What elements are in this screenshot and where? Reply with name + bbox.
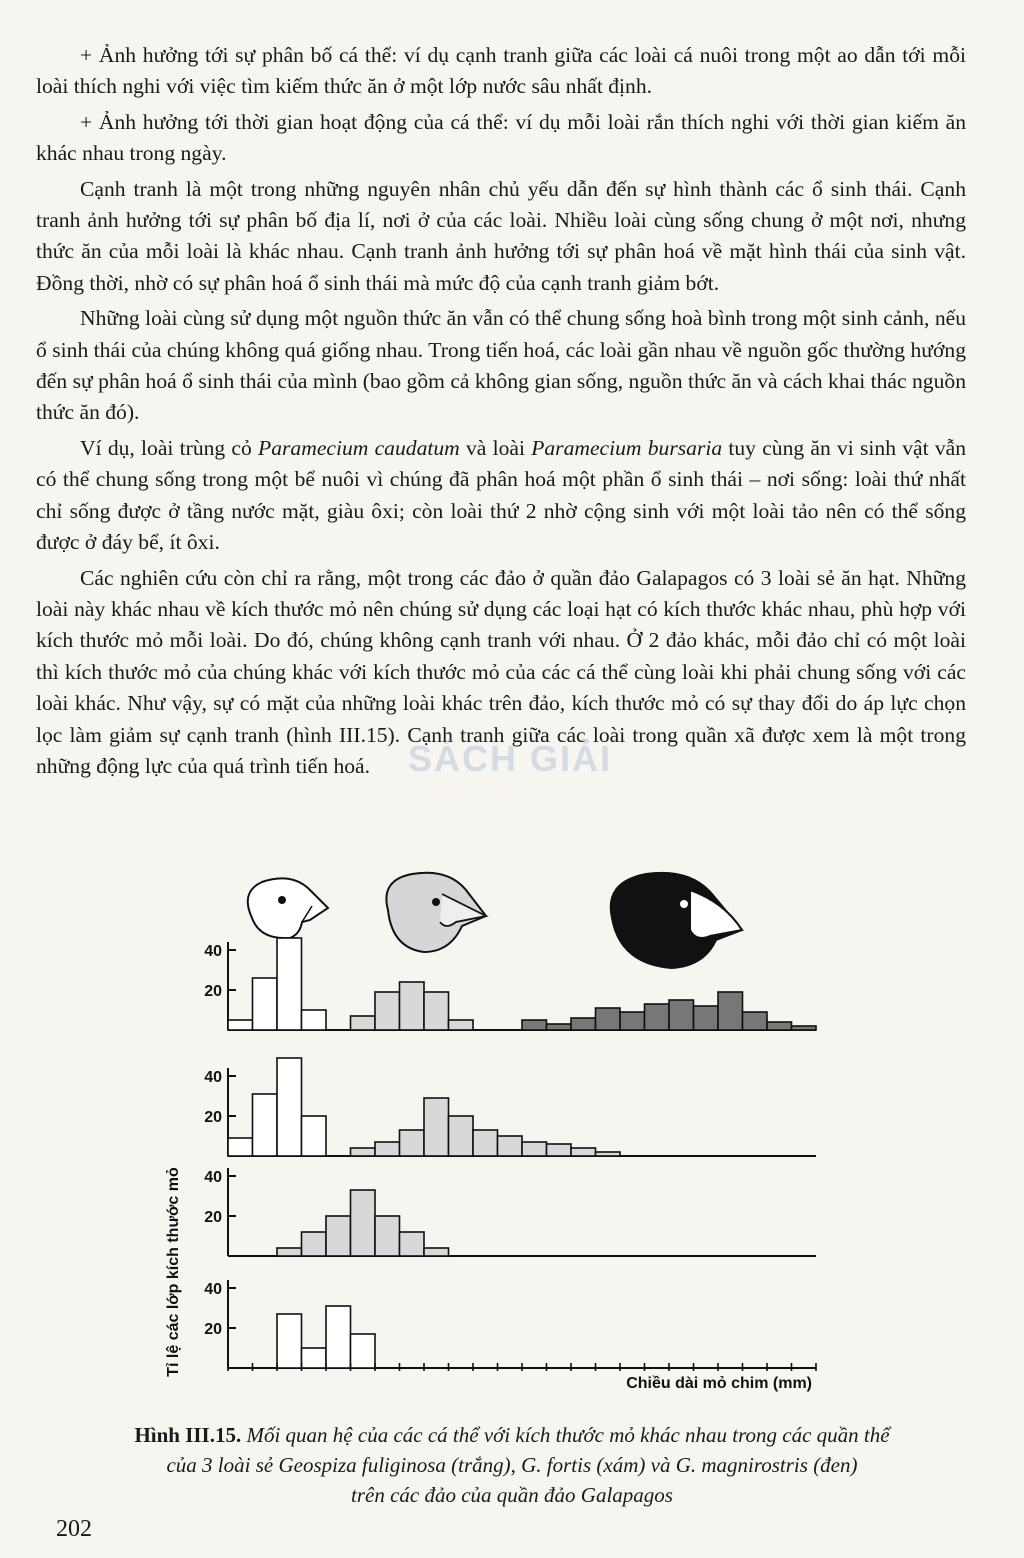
y-axis-label: Tỉ lệ các lớp kích thước mỏ (165, 1167, 182, 1377)
histogram-bar (228, 1020, 253, 1030)
histogram-bar (351, 1016, 376, 1030)
histogram-bar (253, 1094, 278, 1156)
histogram-bar (400, 1130, 425, 1156)
y-tick-label: 40 (204, 1281, 222, 1298)
y-tick-label: 20 (204, 1109, 222, 1126)
histogram-bar (302, 1010, 327, 1030)
y-tick-label: 20 (204, 983, 222, 1000)
histogram-bar (277, 1314, 302, 1368)
finch-head-fuliginosa-icon (248, 878, 328, 938)
watermark: SÁCH GIẢI (408, 738, 613, 779)
histogram-bar (302, 1232, 327, 1256)
histogram-bar (400, 982, 425, 1030)
histogram-bar (400, 1232, 425, 1256)
histogram-bar (571, 1148, 596, 1156)
histogram-bar (792, 1026, 817, 1030)
paragraph-paramecium: Ví dụ, loài trùng cỏ Paramecium caudatum và loài Paramecium bursaria tuy cùng ăn vi sinh vật vẫn có thể chung sống trong một bể nuôi vì chúng đã phân hoá một phần ổ sinh thái – nơi sống: loài thứ nhất chỉ sống được ở tầng nước mặt, giàu ôxi; còn loài thứ 2 nhờ cộng sinh với một loài tảo nên có thể sống được ở đáy bể, ít ôxi. (36, 435, 966, 555)
histogram-bar (449, 1116, 474, 1156)
y-tick-label: 20 (204, 1209, 222, 1226)
histogram-bar (326, 1306, 351, 1368)
histogram-bar (743, 1012, 768, 1030)
histogram-bar (277, 938, 302, 1030)
histogram-bar (547, 1024, 572, 1030)
histogram-bar (620, 1012, 645, 1030)
histogram-bar (424, 992, 449, 1030)
finch-head-magnirostris-icon (611, 873, 742, 968)
histogram-bar (767, 1022, 792, 1030)
histogram-bar (522, 1020, 547, 1030)
histogram-bar (253, 978, 278, 1030)
histogram-bar (424, 1098, 449, 1156)
histogram-bar (277, 1248, 302, 1256)
paragraph: Các nghiên cứu còn chỉ ra rằng, một trong các đảo ở quần đảo Galapagos có 3 loài sẻ ăn hạt. Những loài này khác nhau về kích thước mỏ nên chúng sử dụng các loại hạt có kích thước khác nhau, phù hợp với kích thước mỏ mỗi loài. Do đó, chúng không cạnh tranh với nhau. Ở 2 đảo khác, mỗi đảo chỉ có một loài thì kích thước mỏ của chúng khác với kích thước mỏ của các cá thể cùng loài khi phải chung sống với các loài khác. Như vậy, sự có mặt của những loài khác trên đảo, kích thước mỏ có sự thay đổi do áp lực chọn lọc làm giảm sự cạnh tranh (hình III.15). Cạnh tranh giữa các loài trong quần xã được xem là một trong những động lực của quá trình tiến hoá. (36, 565, 966, 778)
histogram-bar (375, 992, 400, 1030)
histogram-bar (302, 1116, 327, 1156)
histogram-bar (351, 1148, 376, 1156)
histogram-bar (449, 1020, 474, 1030)
histogram-bar (375, 1142, 400, 1156)
histogram-bar (694, 1006, 719, 1030)
histogram-bar (228, 1138, 253, 1156)
paragraph: Cạnh tranh là một trong những nguyên nhân chủ yếu dẫn đến sự hình thành các ổ sinh thái. Cạnh tranh ảnh hưởng tới sự phân bố địa lí, nơi ở của các loài. Nhiều loài cùng sống chung ở một nơi, nhưng thức ăn của mỗi loài là khác nhau. Cạnh tranh ảnh hưởng tới sự phân hoá về mặt hình thái của sinh vật. Đồng thời, nhờ có sự phân hoá ổ sinh thái mà mức độ của cạnh tranh giảm bớt. (36, 176, 966, 295)
histogram-bar (547, 1144, 572, 1156)
caption-label: Hình III.15. (134, 1423, 242, 1447)
y-tick-label: 40 (204, 943, 222, 960)
histogram-bar (596, 1152, 621, 1156)
histogram-bar (571, 1018, 596, 1030)
paragraph: Những loài cùng sử dụng một nguồn thức ăn vẫn có thể chung sống hoà bình trong một sinh cảnh, nếu ổ sinh thái của chúng không quá giống nhau. Trong tiến hoá, các loài gần nhau về nguồn gốc thường hướng đến sự phân hoá ổ sinh thái của mình (bao gồm cả không gian sống, nguồn thức ăn và cách khai thác nguồn thức ăn đó). (36, 306, 966, 425)
x-axis-label: Chiều dài mỏ chim (mm) (626, 1375, 812, 1392)
histogram-bar (424, 1248, 449, 1256)
histogram-bar (718, 992, 743, 1030)
caption-text: Mối quan hệ của các cá thể với kích thước mỏ khác nhau trong các quần thể (241, 1423, 890, 1447)
paragraph: + Ảnh hưởng tới sự phân bố cá thể: ví dụ cạnh tranh giữa các loài cá nuôi trong một ao dẫn tới mỗi loài thích nghi với việc tìm kiếm thức ăn ở một lớp nước sâu nhất định. (36, 43, 966, 99)
caption-text: trên các đảo của quần đảo Galapagos (351, 1483, 673, 1507)
histogram-bar (351, 1334, 376, 1368)
histogram-bar (375, 1216, 400, 1256)
beak-size-figure (0, 860, 1024, 1420)
caption-text: của 3 loài sẻ Geospiza fuliginosa (trắng), G. fortis (xám) và G. magnirostris (đen) (166, 1453, 858, 1477)
histogram-bar (326, 1216, 351, 1256)
y-tick-label: 40 (204, 1169, 222, 1186)
paragraph: + Ảnh hưởng tới thời gian hoạt động của cá thể: ví dụ mỗi loài rắn thích nghi với thời gian kiếm ăn khác nhau trong ngày. (36, 109, 966, 166)
histogram-bar (473, 1130, 498, 1156)
figure-caption (40, 1420, 984, 1510)
species-name: Paramecium caudatum (258, 435, 460, 460)
histogram-bar (522, 1142, 547, 1156)
histogram-bar (669, 1000, 694, 1030)
histogram-bar (596, 1008, 621, 1030)
page-number: 202 (56, 1516, 92, 1542)
histogram-bar (277, 1058, 302, 1156)
finch-head-fortis-icon (386, 873, 486, 952)
y-tick-label: 40 (204, 1069, 222, 1086)
y-tick-label: 20 (204, 1321, 222, 1338)
histogram-bar (302, 1348, 327, 1368)
species-name: Paramecium bursaria (531, 435, 723, 460)
histogram-bar (498, 1136, 523, 1156)
histogram-chart (0, 860, 1024, 1420)
histogram-bar (645, 1004, 670, 1030)
histogram-bar (351, 1190, 376, 1256)
body-text (36, 40, 966, 786)
